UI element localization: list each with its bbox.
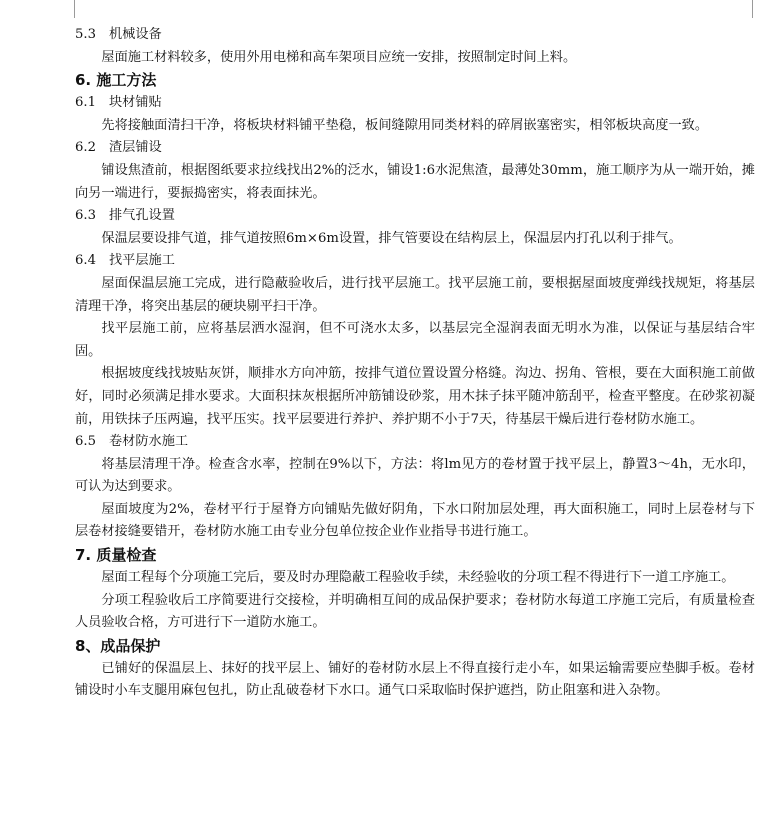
paragraph: 屋面保温层施工完成，进行隐蔽验收后，进行找平层施工。找平层施工前，要根据屋面坡度弹线找规矩，将基层清理干净，将突出基层的硬块剔平扫干净。 (75, 275, 755, 314)
page-corner-mark-right (752, 0, 753, 18)
heading-6: 6. 施工方法 (75, 71, 157, 90)
paragraph: 已铺好的保温层上、抹好的找平层上、铺好的卷材防水层上不得直接行走小车，如果运输需要应垫脚手板。卷材铺设时小车支腿用麻包包扎，防止乱破卷材下水口。通气口采取临时保护遮挡，防止阻塞和进入杂物。 (75, 660, 755, 699)
subheading-6-3: 6.3 排气孔设置 (75, 208, 175, 224)
subheading-6-2: 6.2 渣层铺设 (75, 140, 162, 156)
paragraph: 找平层施工前，应将基层洒水湿润，但不可浇水太多，以基层完全湿润表面无明水为准，以保证与基层结合牢固。 (75, 321, 755, 359)
subheading-5-3: 5.3 机械设备 (75, 27, 162, 42)
subheading-6-4: 6.4 找平层施工 (75, 253, 175, 269)
subheading-6-5: 6.5 卷材防水施工 (75, 434, 189, 450)
document-page (75, 24, 755, 703)
paragraph: 分项工程验收后工序简要进行交接检，并明确相互间的成品保护要求；卷材防水每道工序施工完后，有质量检查人员验收合格，方可进行下一道防水施工。 (75, 592, 755, 631)
paragraph: 屋面坡度为2%，卷材平行于屋脊方向铺贴先做好阴角，下水口附加层处理，再大面积施工，同时上层卷材与下层卷材接缝要错开，卷材防水施工由专业分包单位按企业作业指导书进行施工。 (75, 501, 755, 540)
paragraph: 先将接触面清扫干净，将板块材料铺平垫稳，板间缝隙用同类材料的碎屑嵌塞密实，相邻板块高度一致。 (101, 117, 709, 133)
paragraph: 屋面施工材料较多，使用外用电梯和高车架项目应统一安排，按照制定时间上料。 (101, 49, 577, 65)
heading-7: 7. 质量检查 (75, 546, 157, 565)
paragraph: 将基层清理干净。检查含水率，控制在9%以下，方法：将lm见方的卷材置于找平层上，静置3～4h，无水印，可认为达到要求。 (75, 456, 755, 495)
page-corner-mark-left (74, 0, 75, 18)
heading-8: 8、成品保护 (75, 636, 161, 655)
paragraph: 根据坡度线找坡贴灰饼，顺排水方向冲筋，按排气道位置设置分格缝。沟边、拐角、管根，要在大面积施工前做好，同时必须满足排水要求。大面积抹灰根据所冲筋铺设砂浆，用木抹子抹平随冲筋刮平，检查平整度。在砂浆初凝前，用铁抹子压两遍，找平压实。找平层要进行养护、养护期不小于7天，待基层干燥后进行卷材防水施工。 (75, 366, 755, 427)
subheading-6-1: 6.1 块材铺贴 (75, 95, 162, 111)
paragraph: 保温层要设排气道，排气道按照6m×6m设置，排气管要设在结构层上，保温层内打孔以利于排气。 (101, 230, 682, 246)
paragraph: 屋面工程每个分项施工完后，要及时办理隐蔽工程验收手续，未经验收的分项工程不得进行下一道工序施工。 (101, 570, 735, 586)
paragraph: 铺设焦渣前，根据图纸要求拉线找出2%的泛水，铺设1:6水泥焦渣，最薄处30mm，施工顺序为从一端开始，摊向另一端进行，要振捣密实，将表面抹光。 (75, 162, 755, 201)
